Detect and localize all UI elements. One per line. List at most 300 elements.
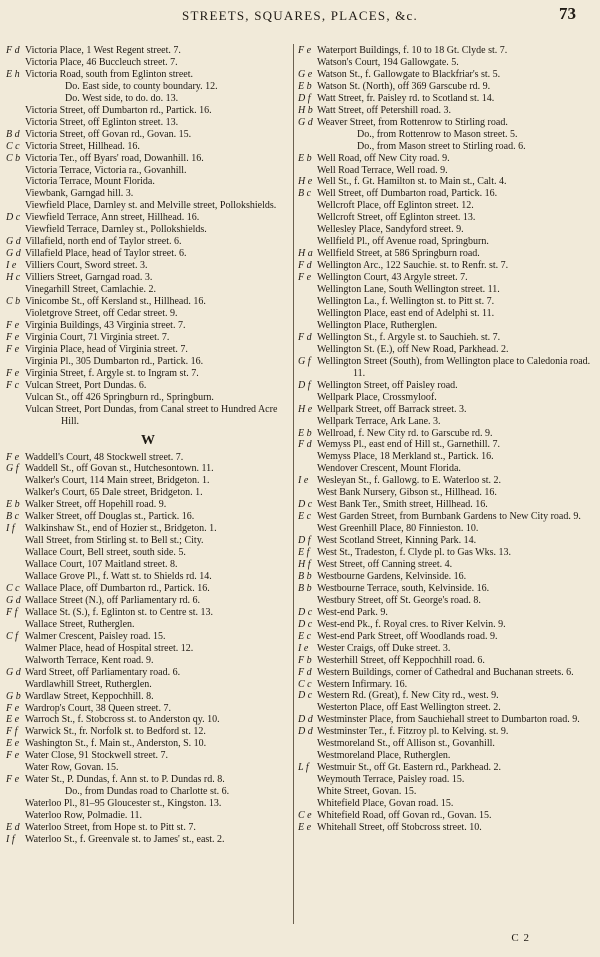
directory-entry <box>6 822 290 834</box>
grid-reference: F d <box>298 260 312 272</box>
directory-entry <box>298 416 594 428</box>
grid-reference: B b <box>298 570 312 582</box>
entry-text: Wallace Street, Rutherglen. <box>25 618 135 630</box>
directory-entry <box>6 248 290 260</box>
directory-entry <box>6 129 290 141</box>
directory-entry <box>6 392 290 404</box>
directory-entry <box>6 559 290 571</box>
entry-text: Wellpark Street, off Barrack street. 3. <box>317 403 467 415</box>
grid-reference: G b <box>6 690 21 702</box>
directory-entry <box>6 308 290 320</box>
entry-text: Walker Street, off Douglas st., Partick. 16. <box>25 511 195 523</box>
entry-text: Walmer Crescent, Paisley road. 15. <box>25 630 166 642</box>
directory-entry <box>6 619 290 631</box>
directory-entry <box>6 296 290 308</box>
entry-text: Well Street, off Dumbarton road, Partick. 16. <box>317 188 498 200</box>
directory-entry <box>6 200 290 212</box>
entry-text: Victoria Road, south from Eglinton street. <box>25 68 193 80</box>
directory-entry <box>6 463 290 475</box>
grid-reference: D d <box>298 726 313 738</box>
directory-entry <box>298 451 594 463</box>
grid-reference: B d <box>6 128 20 140</box>
directory-entry <box>298 356 594 380</box>
entry-text: Wallace Court, Bell street, south side. 5. <box>25 547 186 559</box>
entry-text: Virginia Street, f. Argyle st. to Ingram st. 7. <box>25 367 199 379</box>
grid-reference: H a <box>298 248 313 260</box>
directory-entry <box>6 272 290 284</box>
entry-text: Victoria Ter., off Byars' road, Dowanhill. 16. <box>25 152 204 164</box>
entry-text: Wellington Court, 43 Argyle street. 7. <box>317 272 468 284</box>
directory-entry <box>6 260 290 272</box>
directory-entry <box>298 117 594 129</box>
directory-entry <box>298 798 594 810</box>
directory-entry <box>298 272 594 284</box>
grid-reference: E b <box>6 499 20 511</box>
grid-reference: C c <box>298 678 312 690</box>
directory-entry <box>6 547 290 559</box>
directory-entry <box>298 200 594 212</box>
directory-entry <box>6 499 290 511</box>
entry-text: Waterloo Pl., 81–95 Gloucester st., Kingston. 13. <box>25 798 222 810</box>
directory-entry <box>6 703 290 715</box>
directory-entry <box>298 774 594 786</box>
directory-entry <box>6 487 290 499</box>
directory-entry <box>6 655 290 667</box>
entry-text: Waddell St., off Govan st., Hutchesontown. 11. <box>25 463 214 475</box>
grid-reference: F e <box>6 774 20 786</box>
grid-reference: G d <box>6 666 21 678</box>
entries-w-list <box>6 452 290 846</box>
directory-entry <box>298 153 594 165</box>
directory-entry <box>298 165 594 177</box>
entry-text: Watt Street, off Petershill road. 3. <box>317 104 451 116</box>
grid-reference: H e <box>298 403 313 415</box>
grid-reference: E f <box>298 547 310 559</box>
directory-entry <box>6 141 290 153</box>
grid-reference: F f <box>6 606 18 618</box>
entry-text: Do., from Dundas road to Charlotte st. 6. <box>65 786 230 798</box>
directory-entry <box>298 643 594 655</box>
directory-entry <box>298 93 594 105</box>
grid-reference: F d <box>298 439 312 451</box>
entry-text: Victoria Street, off Dumbarton rd., Partick. 16. <box>25 104 212 116</box>
directory-entry <box>298 535 594 547</box>
grid-reference: D f <box>298 379 311 391</box>
entry-text: Do., from Mason street to Stirling road. 6. <box>357 140 526 152</box>
entry-text: Wemyss Place, 18 Merkland st., Partick. 16. <box>317 451 494 463</box>
directory-entry <box>6 726 290 738</box>
grid-reference: B c <box>6 511 20 523</box>
entry-text: Wallace Street (N.), off Parliamentary rd. 6. <box>25 594 201 606</box>
directory-entry <box>6 380 290 392</box>
grid-reference: D c <box>298 690 313 702</box>
grid-reference: H b <box>298 104 313 116</box>
entry-text: West-end Park Street, off Woodlands road. 9. <box>317 630 498 642</box>
grid-reference: G d <box>6 248 21 260</box>
entry-text: West Garden Street, from Burnbank Gardens to New City road. 9. <box>317 511 581 523</box>
grid-reference: C e <box>298 810 312 821</box>
entry-text: Vulcan Street, Port Dundas, from Canal street to Hundred Acre Hill. <box>25 403 278 427</box>
directory-entry <box>298 463 594 475</box>
grid-reference: I f <box>6 523 15 535</box>
directory-entry <box>298 428 594 440</box>
directory-entry <box>6 631 290 643</box>
directory-entry <box>6 571 290 583</box>
entry-text: Weymouth Terrace, Paisley road. 15. <box>317 774 465 786</box>
directory-entry <box>6 691 290 703</box>
directory-entry <box>298 738 594 750</box>
entry-text: Wellington St., f. Argyle st. to Sauchieh. st. 7. <box>317 331 501 343</box>
entry-text: Wardlaw Street, Keppochhill. 8. <box>25 690 154 702</box>
entry-text: Villiers Court, Sword street. 3. <box>25 260 148 272</box>
right-column <box>298 45 594 925</box>
entry-text: Well Road Terrace, Well road. 9. <box>317 164 448 176</box>
grid-reference: I e <box>6 260 17 272</box>
grid-reference: D f <box>298 535 311 547</box>
directory-entry <box>6 93 290 105</box>
grid-reference: F c <box>6 379 20 391</box>
directory-entry <box>298 559 594 571</box>
entry-text: Waterloo Street, from Hope st. to Pitt st. 7. <box>25 822 196 834</box>
entry-text: Victoria Terrace, Mount Florida. <box>25 176 155 188</box>
directory-entry <box>298 762 594 774</box>
entry-text: Westerhill Street, off Keppochhill road. 6. <box>317 654 485 666</box>
grid-reference: F e <box>6 451 20 463</box>
running-head: STREETS, SQUARES, PLACES, &c. <box>182 8 418 23</box>
entry-text: Victoria Street, Hillhead. 16. <box>25 140 140 152</box>
directory-entry <box>6 356 290 368</box>
entry-text: Westmoreland St., off Allison st., Govanhill. <box>317 738 495 750</box>
directory-entry <box>6 404 290 428</box>
grid-reference: E e <box>298 821 312 833</box>
entry-text: Well St., f. Gt. Hamilton st. to Main st., Calt. 4. <box>317 176 507 188</box>
entry-text: Watt Street, fr. Paisley rd. to Scotland st. 14. <box>317 92 495 104</box>
directory-entry <box>6 762 290 774</box>
grid-reference: D c <box>298 618 313 630</box>
entry-text: Westminster Ter., f. Fitzroy pl. to Kelving. st. 9. <box>317 726 509 738</box>
entry-text: Westminster Place, from Sauchiehall street to Dumbarton road. 9. <box>317 714 580 726</box>
entry-text: Walworth Terrace, Kent road. 9. <box>25 654 154 666</box>
directory-entry <box>6 595 290 607</box>
grid-reference: E h <box>6 68 20 80</box>
entry-text: Wellington La., f. Wellington st. to Pitt st. 7. <box>317 296 495 308</box>
entry-text: Wellington Place, Rutherglen. <box>317 319 438 331</box>
entry-text: Wesleyan St., f. Gallowg. to E. Waterloo st. 2. <box>317 475 502 487</box>
directory-entry <box>6 679 290 691</box>
entry-text: Wellington Street (South), from Wellington place to Caledonia road. 11. <box>317 355 591 379</box>
grid-reference: F e <box>6 750 20 762</box>
entry-text: Wendover Crescent, Mount Florida. <box>317 463 461 475</box>
grid-reference: H f <box>298 558 311 570</box>
directory-entry <box>298 595 594 607</box>
grid-reference: D c <box>298 499 313 511</box>
entry-text: Victoria Street, off Govan rd., Govan. 15. <box>25 128 192 140</box>
directory-entry <box>298 224 594 236</box>
entry-text: Walmer Place, head of Hospital street. 12. <box>25 642 194 654</box>
entry-text: Wardrop's Court, 38 Queen street. 7. <box>25 702 171 714</box>
entry-text: Wellpark Terrace, Ark Lane. 3. <box>317 415 441 427</box>
directory-entry <box>298 332 594 344</box>
entry-text: Wellesley Place, Sandyford street. 9. <box>317 224 464 236</box>
grid-reference: H c <box>6 272 21 284</box>
directory-entry <box>298 404 594 416</box>
grid-reference: F e <box>6 319 20 331</box>
entry-text: Villafield Place, head of Taylor street. 6. <box>25 248 187 260</box>
directory-entry <box>298 141 594 153</box>
directory-entry <box>298 320 594 332</box>
entry-text: Do., from Rottenrow to Mason street. 5. <box>357 128 518 140</box>
grid-reference: H e <box>298 176 313 188</box>
entry-text: Westbourne Terrace, south, Kelvinside. 16. <box>317 582 490 594</box>
grid-reference: C c <box>6 140 20 152</box>
directory-entry <box>298 212 594 224</box>
grid-reference: E b <box>298 152 312 164</box>
directory-entry <box>6 535 290 547</box>
entry-text: Ward Street, off Parliamentary road. 6. <box>25 666 181 678</box>
grid-reference: E e <box>6 738 20 750</box>
entry-text: Wellpark Place, Crossmyloof. <box>317 391 437 403</box>
grid-reference: G d <box>6 594 21 606</box>
grid-reference: E c <box>298 511 312 523</box>
directory-entry <box>298 487 594 499</box>
entries-w-continued-list <box>298 45 594 834</box>
directory-entry <box>6 738 290 750</box>
entry-text: Wellington Arc., 122 Sauchie. st. to Renfr. st. 7. <box>317 260 509 272</box>
section-letter-w: W <box>141 432 155 448</box>
entry-text: Wellington St. (E.), off New Road, Parkhead. 2. <box>317 343 509 355</box>
directory-entry <box>298 176 594 188</box>
entry-text: Wellington Street, off Paisley road. <box>317 379 458 391</box>
directory-entry <box>298 284 594 296</box>
directory-entry <box>6 81 290 93</box>
entry-text: West Greenhill Place, 80 Finnieston. 10. <box>317 523 479 535</box>
directory-entry <box>298 667 594 679</box>
grid-reference: D c <box>6 212 21 224</box>
signature-mark: C 2 <box>511 932 530 944</box>
entry-text: Westbourne Gardens, Kelvinside. 16. <box>317 570 467 582</box>
grid-reference: D d <box>298 714 313 726</box>
page-number: 73 <box>559 4 576 23</box>
entry-text: Wall Street, from Stirling st. to Bell st.; City. <box>25 535 204 547</box>
directory-entry <box>6 786 290 798</box>
directory-entry <box>298 248 594 260</box>
entry-text: Weaver Street, from Rottenrow to Stirling road. <box>317 116 508 128</box>
grid-reference: I e <box>298 642 309 654</box>
entry-text: Wellcroft Street, off Eglinton street. 13. <box>317 212 476 224</box>
directory-entry <box>6 607 290 619</box>
entry-text: Western Infirmary. 16. <box>317 678 408 690</box>
entry-text: Water Row, Govan. 15. <box>25 762 119 774</box>
entry-text: Victoria Place, 46 Buccleuch street. 7. <box>25 56 178 68</box>
entry-text: Viewbank, Garngad hill. 3. <box>25 188 134 200</box>
directory-entry <box>6 332 290 344</box>
grid-reference: F e <box>6 367 20 379</box>
grid-reference: F b <box>298 654 312 666</box>
directory-entry <box>6 714 290 726</box>
entry-text: Watson's Court, 194 Gallowgate. 5. <box>317 56 459 68</box>
entry-text: Virginia Pl., 305 Dumbarton rd., Partick. 16. <box>25 355 204 367</box>
grid-reference: F d <box>6 45 20 56</box>
entry-text: West Street, off Canning street. 4. <box>317 558 453 570</box>
directory-entry <box>6 320 290 332</box>
entry-text: Violetgrove Street, off Cedar street. 9. <box>25 307 178 319</box>
grid-reference: E c <box>298 630 312 642</box>
directory-entry <box>6 344 290 356</box>
entry-text: Virginia Court, 71 Virginia street. 7. <box>25 331 170 343</box>
directory-entry <box>298 81 594 93</box>
directory-entry <box>298 726 594 738</box>
grid-reference: B b <box>298 582 312 594</box>
directory-entry <box>298 690 594 702</box>
entry-text: Westbury Street, off St. George's road. 8. <box>317 594 481 606</box>
entry-text: Wellfield Pl., off Avenue road, Springburn. <box>317 236 489 248</box>
directory-entry <box>298 702 594 714</box>
entry-text: Walker's Court, 65 Dale street, Bridgeton. 1. <box>25 487 203 499</box>
entry-text: West Bank Ter., Smith street, Hillhead. 16. <box>317 499 488 511</box>
directory-entry <box>298 105 594 117</box>
grid-reference: F d <box>298 666 312 678</box>
directory-entry <box>6 212 290 224</box>
column-divider <box>293 44 294 924</box>
entry-text: Do. West side, to do. do. 13. <box>65 92 179 104</box>
directory-entry <box>6 188 290 200</box>
directory-entry <box>298 655 594 667</box>
grid-reference: B c <box>298 188 312 200</box>
directory-entry <box>6 774 290 786</box>
entry-text: Waterloo Row, Polmadie. 11. <box>25 810 143 822</box>
directory-entry <box>298 439 594 451</box>
entry-text: Westmoreland Place, Rutherglen. <box>317 750 451 762</box>
entry-text: Westmuir St., off Gt. Eastern rd., Parkhead. 2. <box>317 762 501 774</box>
entry-text: Villiers Street, Garngad road. 3. <box>25 272 153 284</box>
entry-text: Wester Craigs, off Duke street. 3. <box>317 642 451 654</box>
directory-entry <box>6 798 290 810</box>
grid-reference: F d <box>298 331 312 343</box>
entry-text: White Street, Govan. 15. <box>317 786 417 798</box>
directory-entry <box>298 236 594 248</box>
directory-entry <box>6 750 290 762</box>
directory-entry <box>298 392 594 404</box>
entry-text: Whitehall Street, off Stobcross street. 10. <box>317 821 482 833</box>
entry-text: Wemyss Pl., east end of Hill st., Garnethill. 7. <box>317 439 501 451</box>
grid-reference: G d <box>6 236 21 248</box>
grid-reference: F e <box>298 272 312 284</box>
grid-reference: G e <box>298 68 313 80</box>
grid-reference: D c <box>298 606 313 618</box>
directory-entry <box>298 380 594 392</box>
directory-entry <box>298 296 594 308</box>
entry-text: Victoria Place, 1 West Regent street. 7. <box>25 45 181 56</box>
entry-text: West Bank Nursery, Gibson st., Hillhead. 16. <box>317 487 497 499</box>
grid-reference: G f <box>298 355 311 367</box>
left-column <box>6 45 290 925</box>
directory-entry <box>298 475 594 487</box>
entry-text: Western Rd. (Great), f. New City rd., west. 9. <box>317 690 499 702</box>
entry-text: Wallace St. (S.), f. Eglinton st. to Centre st. 13. <box>25 606 214 618</box>
directory-entry <box>298 822 594 834</box>
directory-entry <box>6 583 290 595</box>
grid-reference: C f <box>6 630 18 642</box>
entry-text: Watson St. (North), off 369 Garscube rd. 9. <box>317 80 491 92</box>
directory-entry <box>6 153 290 165</box>
entry-text: Water St., P. Dundas, f. Ann st. to P. Dundas rd. 8. <box>25 774 225 786</box>
grid-reference: F e <box>6 702 20 714</box>
entry-text: Victoria Street, off Eglinton street. 13. <box>25 116 179 128</box>
directory-entry <box>298 583 594 595</box>
entry-text: Viewfield Terrace, Darnley st., Pollokshields. <box>25 224 207 236</box>
directory-entry <box>6 176 290 188</box>
directory-entry <box>298 810 594 822</box>
grid-reference: F e <box>298 45 312 56</box>
grid-reference: F e <box>6 343 20 355</box>
entry-text: West St., Tradeston, f. Clyde pl. to Gas Wks. 13. <box>317 547 512 559</box>
entry-text: Westerton Place, off East Wellington street. 2. <box>317 702 501 714</box>
entry-text: Watson St., f. Gallowgate to Blackfriar's st. 5. <box>317 68 501 80</box>
entry-text: Vulcan Street, Port Dundas. 6. <box>25 379 147 391</box>
directory-entry <box>298 679 594 691</box>
entry-text: Virginia Buildings, 43 Virginia street. 7. <box>25 319 186 331</box>
entry-text: Virginia Place, head of Virginia street. 7. <box>25 343 188 355</box>
directory-entry <box>6 236 290 248</box>
entry-text: Vinegarhill Street, Camlachie. 2. <box>25 284 157 296</box>
directory-entry <box>6 643 290 655</box>
directory-entry <box>298 511 594 523</box>
entries-v-list <box>6 45 290 428</box>
directory-entry <box>298 619 594 631</box>
directory-entry <box>298 523 594 535</box>
entry-text: Walker's Court, 114 Main street, Bridgeton. 1. <box>25 475 210 487</box>
directory-entry <box>298 260 594 272</box>
entry-text: Viewfield Terrace, Ann street, Hillhead. 16. <box>25 212 200 224</box>
entry-text: Whitefield Road, off Govan rd., Govan. 15. <box>317 810 492 821</box>
directory-entry <box>6 224 290 236</box>
entry-text: Wallace Court, 107 Maitland street. 8. <box>25 559 178 571</box>
grid-reference: E b <box>298 427 312 439</box>
directory-entry <box>6 45 290 57</box>
entry-text: West-end Pk., f. Royal cres. to River Kelvin. 9. <box>317 618 506 630</box>
directory-entry <box>298 344 594 356</box>
entry-text: Waddell's Court, 48 Stockwell street. 7. <box>25 451 184 463</box>
entry-text: Warwick St., fr. Norfolk st. to Bedford st. 12. <box>25 726 206 738</box>
directory-entry <box>6 523 290 535</box>
entry-text: Washington St., f. Main st., Anderston, S. 10. <box>25 738 207 750</box>
grid-reference: F e <box>6 331 20 343</box>
grid-reference: C b <box>6 296 21 308</box>
entry-text: Walker Street, off Hopehill road. 9. <box>25 499 167 511</box>
directory-entry <box>298 714 594 726</box>
directory-entry <box>298 631 594 643</box>
grid-reference: E b <box>298 80 312 92</box>
entry-text: Do. East side, to county boundary. 12. <box>65 80 218 92</box>
entry-text: Western Buildings, corner of Cathedral and Buchanan streets. 6. <box>317 666 574 678</box>
entry-text: Wellcroft Place, off Eglinton street. 12. <box>317 200 474 212</box>
directory-entry <box>298 607 594 619</box>
directory-entry <box>6 69 290 81</box>
directory-entry <box>298 69 594 81</box>
directory-entry <box>6 284 290 296</box>
entry-text: Well Road, off New City road. 9. <box>317 152 450 164</box>
entry-text: Wellington Lane, South Wellington street. 11. <box>317 284 500 296</box>
entry-text: Waterport Buildings, f. 10 to 18 Gt. Clyde st. 7. <box>317 45 508 56</box>
directory-entry <box>6 368 290 380</box>
directory-entry <box>6 475 290 487</box>
directory-entry <box>298 45 594 57</box>
entry-text: Wardlawhill Street, Rutherglen. <box>25 678 152 690</box>
grid-reference: I f <box>6 834 15 845</box>
directory-entry <box>6 452 290 464</box>
directory-entry <box>298 547 594 559</box>
grid-reference: I e <box>298 475 309 487</box>
